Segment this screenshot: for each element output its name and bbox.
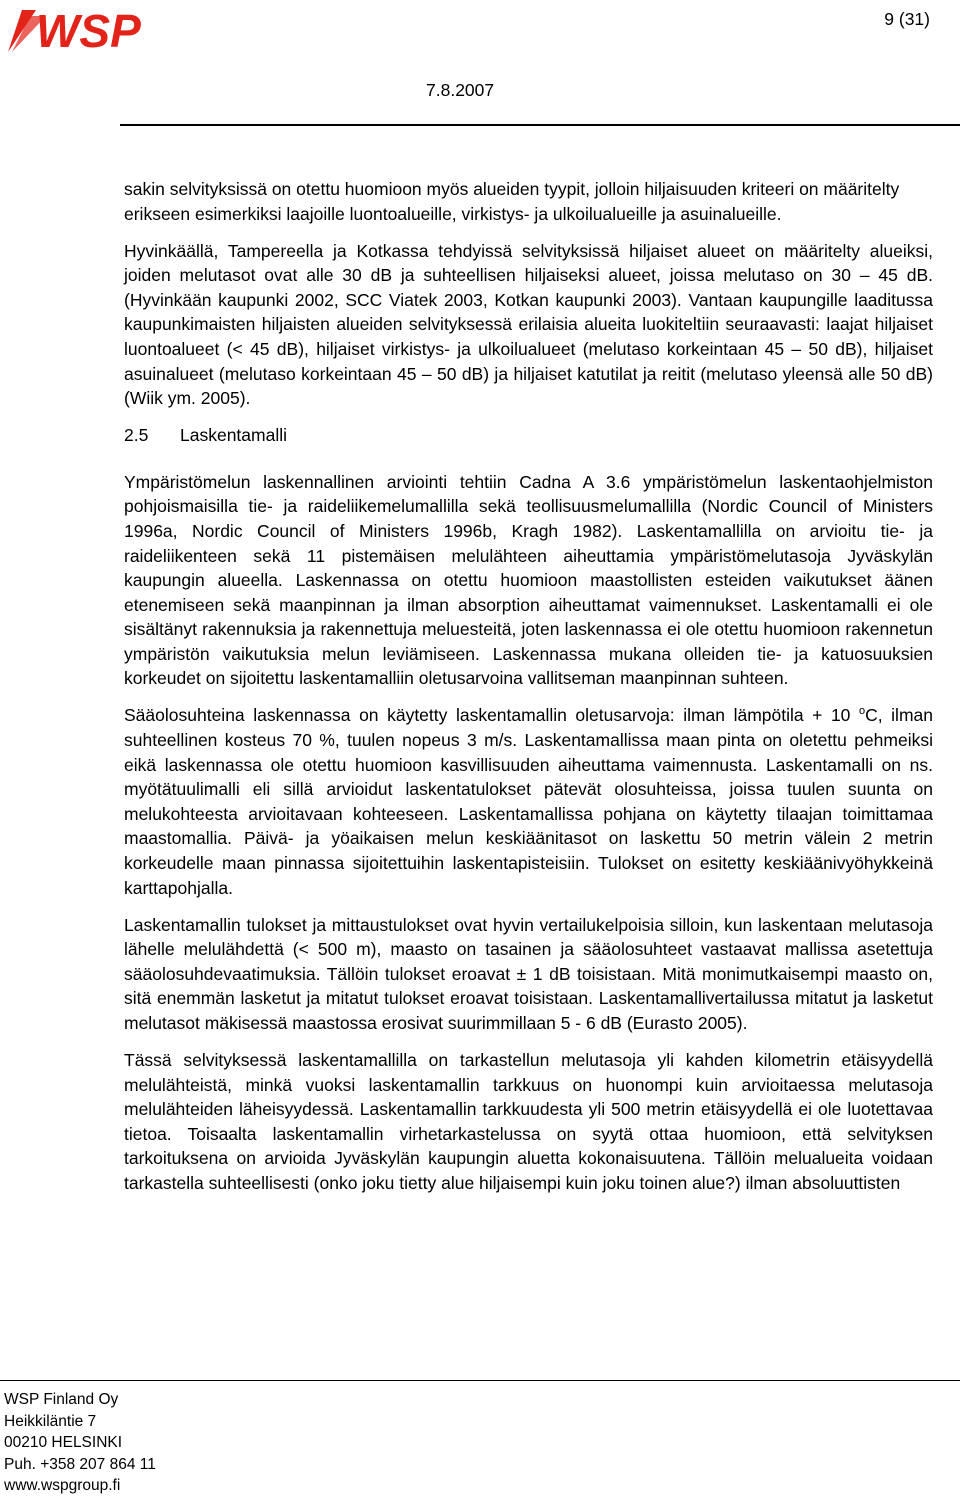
footer-website: www.wspgroup.fi	[4, 1477, 121, 1494]
section-title: Laskentamalli	[180, 425, 287, 446]
footer-phone: Puh. +358 207 864 11	[4, 1455, 156, 1473]
paragraph-2: Hyvinkäällä, Tampereella ja Kotkassa tehdyissä selvityksissä hiljaiset alueet on määritelty alueiksi, joiden melutasot ovat alle 30 dB ja suhteellisen hiljaiseksi alueet, joissa melutaso on 30 – 45 dB. (Hyvinkään kaupunki 2002, SCC Viatek 2003, Kotkan kaupunki 2003). Vantaan kaupungille laaditussa kaupunkimaisten hiljaisten alueiden selvityksessä erilaisia alueita luokiteltiin seuraavasti: laajat hiljaiset luontoalueet (< 45 dB), hiljaiset virkistys- ja ulkoilualueet (melutaso korkeintaan 45 – 50 dB), hiljaiset asuinalueet (melutaso korkeintaan 45 – 50 dB) ja hiljaiset katutilat ja reitit (melutaso yleensä alle 50 dB) (Wiik ym. 2005).	[124, 240, 933, 409]
paragraph-3: Ympäristömelun laskennallinen arviointi tehtiin Cadna A 3.6 ympäristömelun laskentaohjelmiston pohjoismaisilla tie- ja raideliikemelumallilla sekä teollisuusmelumallilla (Nordic Council of Ministers 1996a, Nordic Council of Ministers 1996b, Kragh 1982). Laskentamallilla on arvioitu tie- ja raideliikenteen sekä 11 pistemäisen melulähteen aiheuttamia ympäristömelutasoja Jyväskylän kaupungin alueella. Laskennassa on otettu huomioon maastollisten esteiden vaikutukset äänen etenemiseen sekä maanpinnan ja ilman absorption aiheuttamat vaimennukset. Laskentamalli ei ole sisältänyt rakennuksia ja rakennettuja meluesteitä, joten laskennassa ei ole otettu huomioon rakennetun ympäristön vaikutuksia melun leviämiseen. Laskennassa mukana olleiden tie- ja katuosuuksien korkeudet on sijoitettu laskentamalliin oletusarvoina vallitseman maanpinnan suhteen.	[124, 471, 933, 689]
header-divider	[120, 124, 960, 126]
logo-text: WSP	[36, 5, 141, 56]
paragraph-4-start: Sääolosuhteina laskennassa on käytetty laskentamallin oletusarvoja: ilman lämpötila + 10	[124, 705, 859, 726]
footer-street: Heikkiläntie 7	[4, 1412, 97, 1430]
section-number: 2.5	[124, 425, 149, 446]
document-date: 7.8.2007	[426, 80, 495, 100]
paragraph-1: sakin selvityksissä on otettu huomioon myös alueiden tyypit, jolloin hiljaisuuden kriteeri on määritelty erikseen esimerkiksi laajoille luontoalueille, virkistys- ja ulkoilualueille ja asuinalueille.	[124, 179, 900, 224]
paragraph-4	[124, 703, 933, 900]
wsp-logo	[6, 4, 170, 56]
degree-symbol: o	[858, 705, 866, 718]
paragraph-5: Laskentamallin tulokset ja mittaustulokset ovat hyvin vertailukelpoisia silloin, kun laskentaan melutasoja lähelle melulähdettä (< 500 m), maasto on tasainen ja sääolosuhteet vastaavat mallissa asetettuja sääolosuhdevaatimuksia. Tällöin tulokset eroavat ± 1 dB toisistaan. Mitä monimutkaisempi maasto on, sitä enemmän lasketut ja mitatut tulokset eroavat toisistaan. Laskentamallivertailussa mitatut ja lasketut melutasot mäkisessä maastossa erosivat suurimmillaan 5 - 6 dB (Eurasto 2005).	[124, 914, 933, 1033]
footer-company: WSP Finland Oy	[4, 1391, 119, 1408]
footer	[4, 1389, 156, 1497]
paragraph-4-rest: C, ilman suhteellinen kosteus 70 %, tuulen nopeus 3 m/s. Laskentamallissa maan pinta on oletettu pehmeiksi eikä laskennassa ole otettu huomioon kasvillisuuden aiheuttama vaimennusta. Laskentamalli on ns. myötätuulimalli eli sillä arvioidut laskentatulokset pätevät olosuhteissa, joissa tuulen suunta on melukohteesta arvioitavaan kohteeseen. Laskentamallissa pohjana on käytetty tilaajan toimittamaa maastomallia. Päivä- ja yöaikaisen melun keskiäänitasot on laskettu 50 metrin välein 2 metrin korkeudelle maan pinnassa sijoitettuihin laskentapisteisiin. Tulokset on esitetty keskiäänivyöhykkeinä karttapohjalla.	[124, 705, 933, 898]
paragraph-6: Tässä selvityksessä laskentamallilla on tarkastellun melutasoja yli kahden kilometrin etäisyydellä melulähteistä, minkä vuoksi laskentamallin tarkkuus on huonompi kuin arvioitaessa melutasoja melulähteiden läheisyydessä. Laskentamallin tarkkuudesta yli 500 metrin etäisyydellä ei ole luotettavaa tietoa. Toisaalta laskentamallin virhetarkastelussa on syytä ottaa huomioon, että selvityksen tarkoituksena on arvioida Jyväskylän kaupungin aluetta kokonaisuutena. Tällöin melualueita voidaan tarkastella suhteellisesti (onko joku tietty alue hiljaisempi kuin joku toinen alue?) ilman absoluuttisten	[124, 1049, 933, 1193]
footer-divider	[0, 1380, 960, 1381]
page-number: 9 (31)	[884, 9, 930, 29]
document-body	[124, 177, 933, 1208]
section-heading	[124, 423, 933, 448]
footer-city: 00210 HELSINKI	[4, 1434, 123, 1451]
